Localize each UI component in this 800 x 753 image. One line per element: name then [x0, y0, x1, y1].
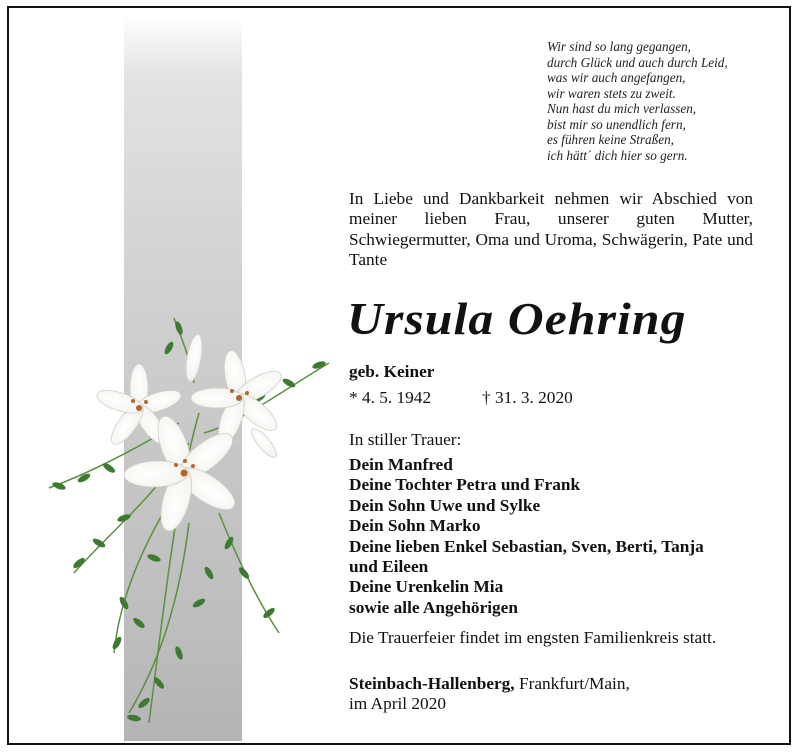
- poem-line: Nun hast du mich verlassen,: [547, 101, 697, 116]
- notice-date: im April 2020: [349, 694, 446, 714]
- lily-bouquet-image: [29, 303, 349, 733]
- mourners-list: [349, 455, 769, 618]
- poem-line: wir waren stets zu zweit.: [547, 85, 676, 101]
- life-dates: [349, 388, 573, 408]
- birth-date: * 4. 5. 1942: [349, 388, 432, 407]
- poem-line: es führen keine Straßen,: [547, 132, 674, 147]
- mourner-line: sowie alle Angehörigen: [349, 597, 518, 617]
- place-and-date: [349, 674, 630, 715]
- farewell-text: In Liebe und Dankbarkeit nehmen wir Abschied von meiner lieben Frau, unserer guten Mutter, Schwiegermutter, Oma und Uroma, Schwägerin, Pate und Tante: [349, 189, 753, 270]
- poem-line: durch Glück und auch durch Leid,: [547, 54, 728, 70]
- place-secondary: Frankfurt/Main,: [518, 674, 630, 693]
- mourner-line: Dein Manfred: [349, 455, 453, 474]
- deceased-name: Ursula Oehring: [347, 293, 687, 344]
- poem-line: Wir sind so lang gegangen,: [547, 39, 691, 54]
- poem: [547, 39, 787, 163]
- mourner-line: Deine Urenkelin Mia: [349, 577, 504, 597]
- birth-name: geb. Keiner: [349, 362, 435, 381]
- ceremony-note: Die Trauerfeier findet im engsten Familienkreis statt.: [349, 628, 717, 647]
- mourning-label: In stiller Trauer:: [349, 430, 462, 449]
- mourner-line: und Eileen: [349, 557, 429, 577]
- mourner-line: Deine Tochter Petra und Frank: [349, 475, 581, 495]
- mourner-line: Dein Sohn Marko: [349, 516, 481, 536]
- mourner-line: Dein Sohn Uwe und Sylke: [349, 495, 541, 515]
- place-primary: Steinbach-Hallenberg,: [349, 674, 515, 693]
- poem-line: ich hätt´ dich hier so gern.: [547, 147, 688, 163]
- mourner-line: Deine lieben Enkel Sebastian, Sven, Berti, Tanja: [349, 536, 704, 556]
- poem-line: was wir auch angefangen,: [547, 70, 686, 85]
- death-date: † 31. 3. 2020: [482, 388, 573, 407]
- poem-line: bist mir so unendlich fern,: [547, 116, 686, 132]
- obituary-frame: [7, 6, 791, 745]
